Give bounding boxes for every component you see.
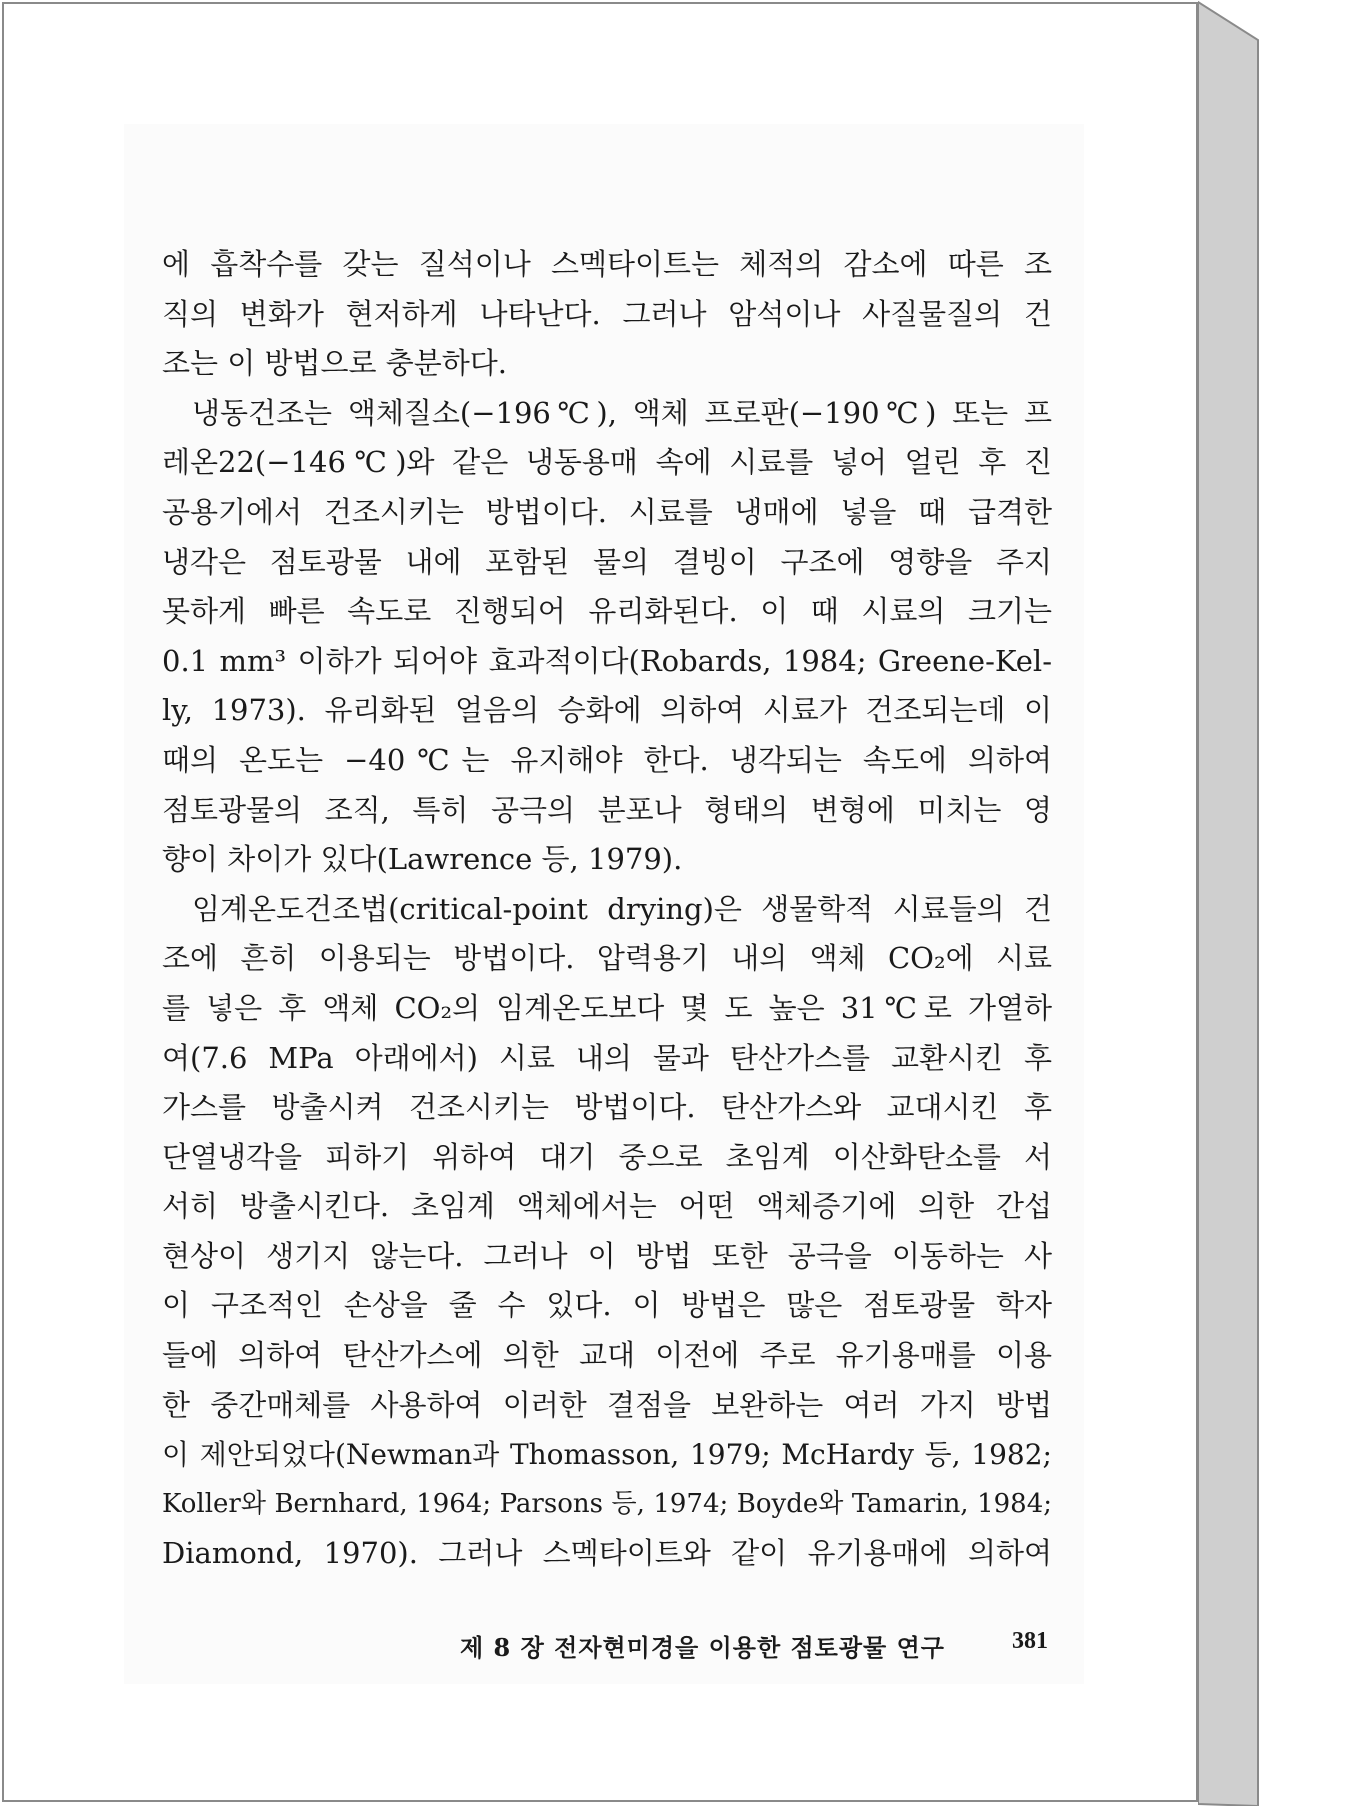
text-line: 조는 이 방법으로 충분하다. [162, 346, 508, 381]
page-number: 381 [1012, 1628, 1048, 1654]
page-footer [460, 1628, 1048, 1663]
text-line: 한 중간매체를 사용하여 이러한 결점을 보완하는 여러 가지 방법 [162, 1387, 1052, 1422]
text-line: 점토광물의 조직, 특히 공극의 분포나 형태의 변형에 미치는 영 [162, 792, 1052, 827]
text-line: 못하게 빠른 속도로 진행되어 유리화된다. 이 때 시료의 크기는 [162, 594, 1052, 629]
text-line: 이 구조적인 손상을 줄 수 있다. 이 방법은 많은 점토광물 학자 [162, 1288, 1052, 1323]
text-line: 단열냉각을 피하기 위하여 대기 중으로 초임계 이산화탄소를 서 [162, 1139, 1052, 1174]
text-line: 레온22(−146℃)와 같은 냉동용매 속에 시료를 넣어 얼린 후 진 [162, 445, 1052, 480]
text-line: 여(7.6 MPa 아래에서) 시료 내의 물과 탄산가스를 교환시킨 후 [162, 1040, 1052, 1075]
text-line: Koller와 Bernhard, 1964; Parsons 등, 1974; Boyde와 Tamarin, 1984; [162, 1488, 1052, 1519]
text-line: 직의 변화가 현저하게 나타난다. 그러나 암석이나 사질물질의 건 [162, 296, 1052, 331]
text-line: 현상이 생기지 않는다. 그러나 이 방법 또한 공극을 이동하는 사 [162, 1238, 1052, 1273]
text-line: 냉각은 점토광물 내에 포함된 물의 결빙이 구조에 영향을 주지 [162, 544, 1052, 579]
text-line: 이 제안되었다(Newman과 Thomasson, 1979; McHardy 등, 1982; [162, 1438, 1052, 1472]
text-line: 때의 온도는 −40℃는 유지해야 한다. 냉각되는 속도에 의하여 [162, 742, 1052, 777]
text-line: 임계온도건조법(critical-point drying)은 생물학적 시료들의 건 [192, 891, 1052, 926]
text-line: 조에 흔히 이용되는 방법이다. 압력용기 내의 액체 CO₂에 시료 [162, 941, 1052, 976]
text-line: 향이 차이가 있다(Lawrence 등, 1979). [162, 842, 683, 877]
text-line: 0.1 mm³ 이하가 되어야 효과적이다(Robards, 1984; Greene-Kel- [162, 643, 1052, 678]
text-line: 들에 의하여 탄산가스에 의한 교대 이전에 주로 유기용매를 이용 [162, 1338, 1052, 1373]
text-line: 서히 방출시킨다. 초임계 액체에서는 어떤 액체증기에 의한 간섭 [162, 1189, 1052, 1224]
book-side-edge [1198, 0, 1278, 1806]
text-line: 에 흡착수를 갖는 질석이나 스멕타이트는 체적의 감소에 따른 조 [162, 247, 1052, 281]
text-line: 냉동건조는 액체질소(−196℃), 액체 프로판(−190℃) 또는 프 [192, 395, 1052, 430]
running-head: 제 8 장 전자현미경을 이용한 점토광물 연구 [460, 1633, 945, 1662]
text-line: Diamond, 1970). 그러나 스멕타이트와 같이 유기용매에 의하여 [162, 1536, 1052, 1571]
text-line: 를 넣은 후 액체 CO₂의 임계온도보다 몇 도 높은 31℃로 가열하 [162, 990, 1052, 1025]
text-line: ly, 1973). 유리화된 얼음의 승화에 의하여 시료가 건조되는데 이 [162, 693, 1052, 728]
text-line: 가스를 방출시켜 건조시키는 방법이다. 탄산가스와 교대시킨 후 [162, 1090, 1052, 1125]
body-text [162, 240, 1052, 1579]
text-line: 공용기에서 건조시키는 방법이다. 시료를 냉매에 넣을 때 급격한 [162, 494, 1052, 529]
